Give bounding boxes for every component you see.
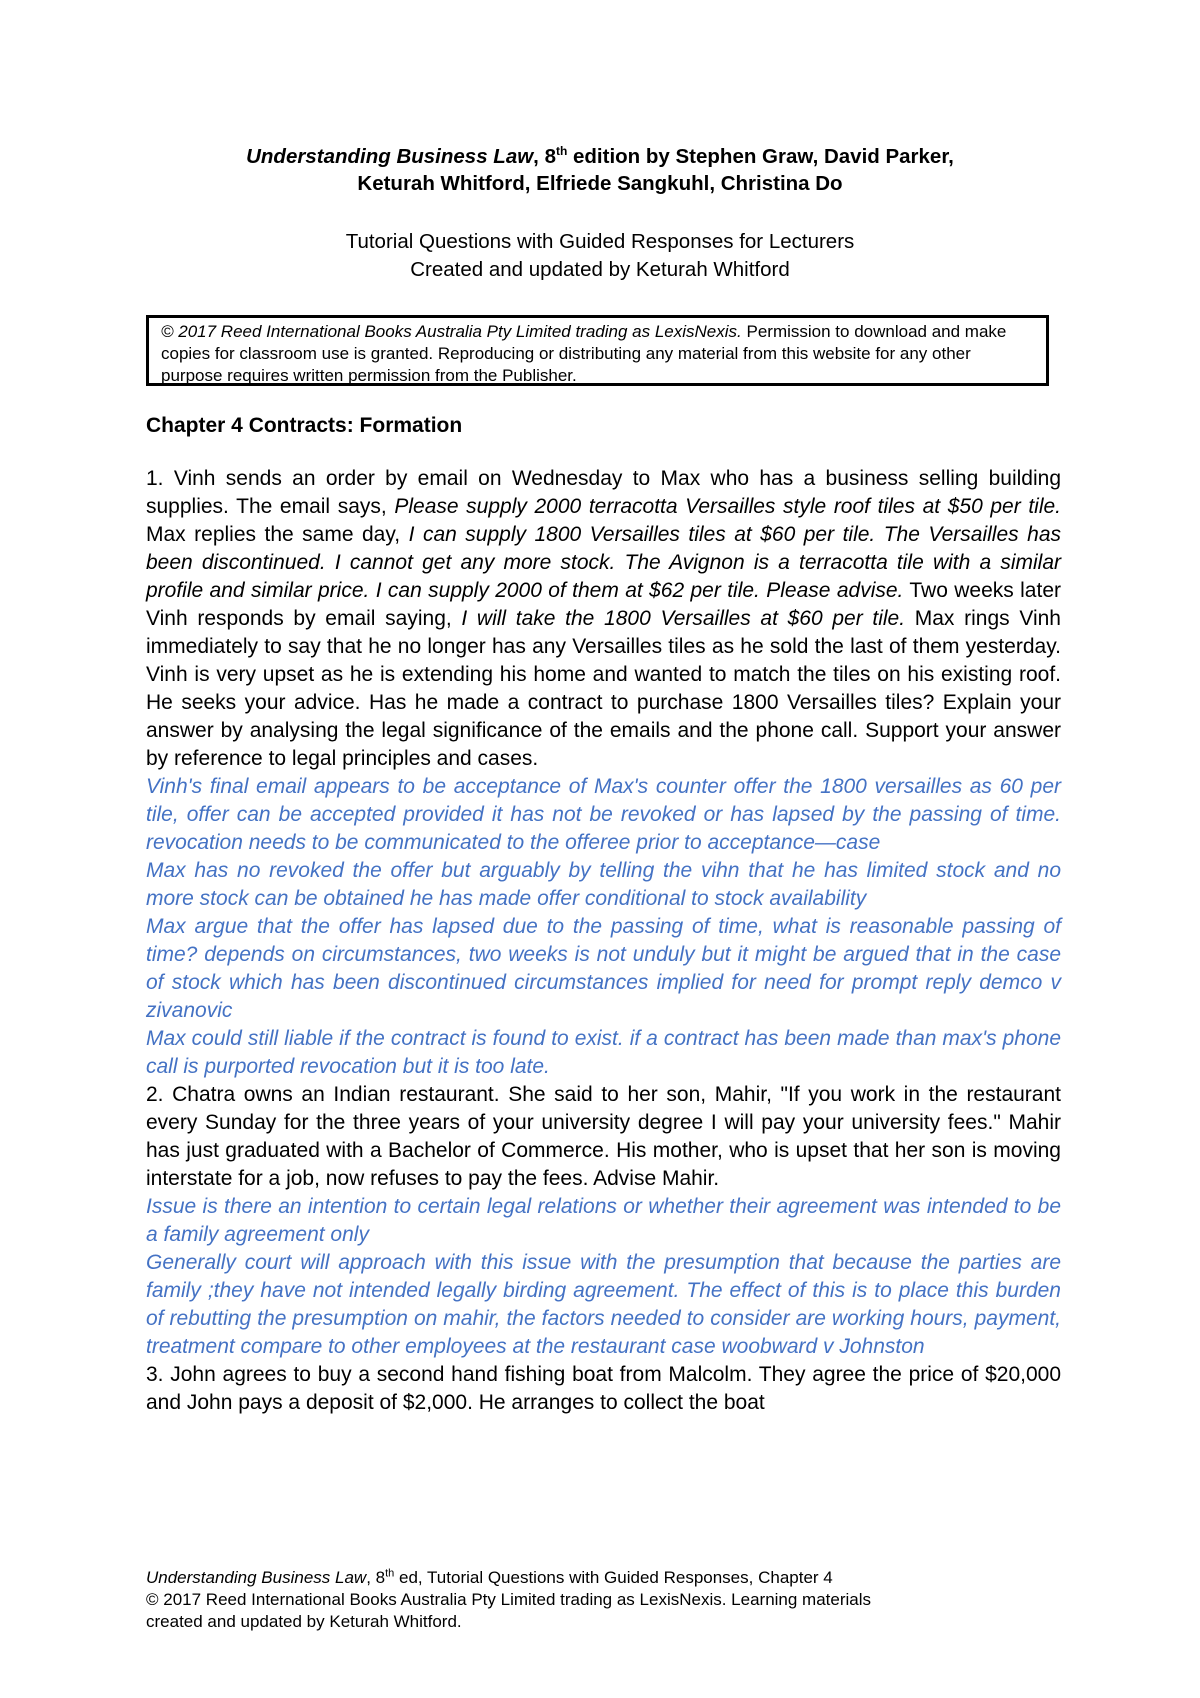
- footer-line-2: © 2017 Reed International Books Australia Pty Limited trading as LexisNexis. Learning materials: [146, 1590, 872, 1609]
- footer-edition-prefix: , 8: [366, 1568, 386, 1587]
- book-title: Understanding Business Law: [246, 145, 534, 168]
- footer-line-3: created and updated by Keturah Whitford.: [146, 1612, 462, 1631]
- copyright-permission-text: Permission to download and make copies for classroom use is granted. Reproducing or distributing any material from this website for any other purpose requires written permission from the Publisher.: [161, 322, 1007, 385]
- document-subtitle: [146, 228, 1054, 284]
- edition-authors: edition by Stephen Graw, David Parker,: [567, 145, 954, 168]
- answer-2-paragraph: Issue is there an intention to certain legal relations or whether their agreement was intended to be a family agreement only: [146, 1195, 1061, 1246]
- title-line-1: [146, 143, 1054, 170]
- question-3: 3. John agrees to buy a second hand fishing boat from Malcolm. They agree the price of $20,000 and John pays a deposit of $2,000. He arranges to collect the boat: [146, 1363, 1061, 1414]
- question-1-quote: I can supply 1800 Versailles tiles at $60 per tile. The Versailles has been discontinued. I cannot get any more stock. The Avignon is a terracotta tile with a similar profile and similar price. I can supply 2000 of them at $62 per tile. Please advise.: [146, 523, 1061, 602]
- answer-2-paragraph: Generally court will approach with this issue with the presumption that because the parties are family ;they have not intended legally birding agreement. The effect of this is to place this burden of rebutting the presumption on mahir, the factors needed to consider are working hours, payment, treatment compare to other employees at the restaurant case woobward v Johnston: [146, 1251, 1061, 1358]
- question-1-text: Two weeks later Vinh responds by email saying,: [146, 579, 1061, 630]
- footer-edition-superscript: th: [385, 1567, 395, 1580]
- edition-superscript: th: [555, 144, 568, 159]
- answer-1-paragraph: Max argue that the offer has lapsed due to the passing of time, what is reasonable passing of time? depends on circumstances, two weeks is not unduly but it might be argued that in the case of stock which has been discontinued circumstances implied for need for prompt reply demco v zivanovic: [146, 915, 1061, 1022]
- question-1: [146, 465, 1061, 773]
- question-1-text: 1. Vinh sends an order by email on Wednesday to Max who has a business selling building supplies. The email says,: [146, 467, 1061, 518]
- edition-prefix: , 8: [533, 145, 556, 168]
- document-title: [146, 143, 1054, 197]
- footer-book-title: Understanding Business Law: [146, 1568, 367, 1587]
- answer-1-paragraph: Max could still liable if the contract is found to exist. if a contract has been made than max's phone call is purported revocation but it is too late.: [146, 1027, 1061, 1078]
- footer-line-1-rest: ed, Tutorial Questions with Guided Responses, Chapter 4: [394, 1568, 833, 1587]
- chapter-heading: Chapter 4 Contracts: Formation: [146, 414, 463, 437]
- page-footer: [146, 1567, 1061, 1633]
- document-body: [146, 465, 1061, 1417]
- title-line-2: Keturah Whitford, Elfriede Sangkuhl, Christina Do: [357, 172, 843, 195]
- footer-line-1: [146, 1567, 1061, 1589]
- question-1-quote: I will take the 1800 Versailles at $60 per tile.: [461, 607, 906, 630]
- copyright-notice-box: [146, 315, 1049, 386]
- question-1-text: Max rings Vinh immediately to say that he no longer has any Versailles tiles as he sold the last of them yesterday. Vinh is very upset as he is extending his home and wanted to match the tiles on his existing roof. He seeks your advice. Has he made a contract to purchase 1800 Versailles tiles? Explain your answer by analysing the legal significance of the emails and the phone call. Support your answer by reference to legal principles and cases.: [146, 607, 1061, 770]
- answer-1-paragraph: Vinh's final email appears to be acceptance of Max's counter offer the 1800 versailles as 60 per tile, offer can be accepted provided it has not be revoked or has lapsed by the passing of time. revocation needs to be communicated to the offeree prior to acceptance—case: [146, 775, 1061, 854]
- subtitle-line-1: Tutorial Questions with Guided Responses for Lecturers: [345, 230, 855, 253]
- question-1-text: Max replies the same day,: [146, 523, 409, 546]
- question-1-quote: Please supply 2000 terracotta Versailles style roof tiles at $50 per tile.: [394, 495, 1062, 518]
- subtitle-line-2: Created and updated by Keturah Whitford: [410, 258, 790, 281]
- answer-1-paragraph: Max has no revoked the offer but arguably by telling the vihn that he has limited stock and no more stock can be obtained he has made offer conditional to stock availability: [146, 859, 1061, 910]
- copyright-italic: © 2017 Reed International Books Australia Pty Limited trading as LexisNexis.: [161, 322, 742, 341]
- question-2: 2. Chatra owns an Indian restaurant. She said to her son, Mahir, "If you work in the restaurant every Sunday for the three years of your university degree I will pay your university fees." Mahir has just graduated with a Bachelor of Commerce. His mother, who is upset that her son is moving interstate for a job, now refuses to pay the fees. Advise Mahir.: [146, 1083, 1061, 1190]
